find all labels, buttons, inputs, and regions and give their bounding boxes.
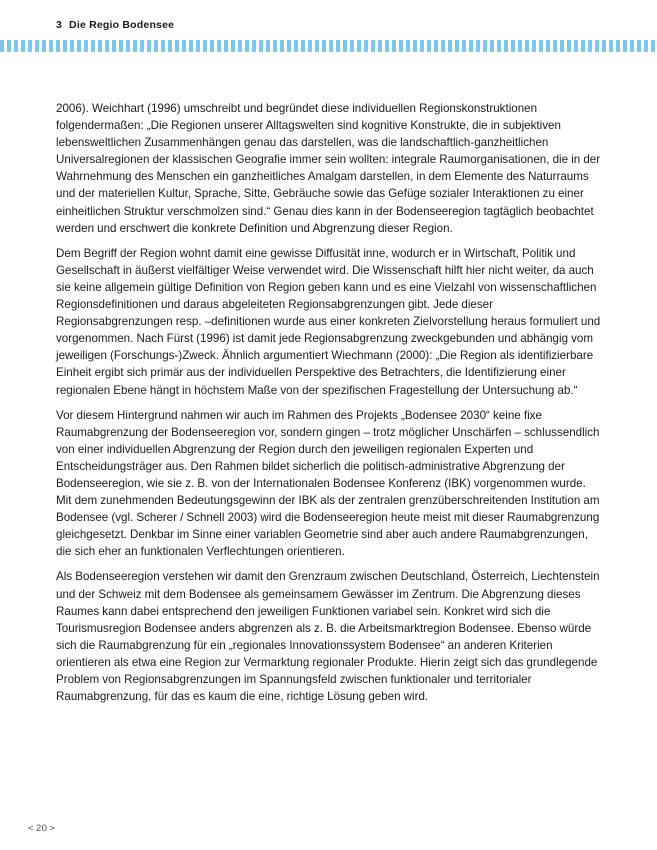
paragraph: Vor diesem Hintergrund nahmen wir auch im Rahmen des Projekts „Bodensee 2030“ keine fixe Raumabgrenzung der Bodenseeregion vor, sondern gingen – trotz möglicher Unschärfen – schlussendlich von einer individuellen Abgrenzung der Region durch den jeweiligen regionalen Experten und Entscheidungsträger aus. Den Rahmen bildet sicherlich die politisch-administrative Abgrenzung der Bodenseeregion, wie sie z. B. von der Internationalen Bodensee Konferenz (IBK) vorgenommen wurde. Mit dem zunehmenden Bedeutungsgewinn der IBK als der zentralen grenzüberschreitenden Institution am Bodensee (vgl. Scherer / Schnell 2003) wird die Bodenseeregion heute meist mit dieser Raumabgrenzung gleichgesetzt. Denkbar im Sinne einer variablen Geometrie sind aber auch andere Raumabgrenzungen, die sich eher an funktionalen Verflechtungen orientieren.	[56, 408, 600, 559]
dashed-blue-rule	[0, 40, 657, 52]
running-header	[56, 19, 174, 31]
folio-page-number: 20	[35, 823, 48, 834]
page-folio	[28, 823, 55, 834]
paragraph: Als Bodenseeregion verstehen wir damit den Grenzraum zwischen Deutschland, Österreich, Liechtenstein und der Schweiz mit dem Bodensee als gemeinsamem Gewässer im Zentrum. Die Abgrenzung dieses Raumes kann dabei entsprechend den jeweiligen Funktionen variabel sein. Konkret wird sich die Tourismusregion Bodensee anders abgrenzen als z. B. die Arbeitsmarktregion Bodensee. Ebenso würde sich die Raumabgrenzung für ein „regionales Innovationssystem Bodensee“ an anderen Kriterien orientieren als etwa eine Region zur Vermarktung regionaler Produkte. Hierin zeigt sich das grundlegende Problem von Regionsabgrenzungen im Spannungsfeld zwischen funktionaler und territorialer Raumabgrenzung, für das es kaum die eine, richtige Lösung geben wird.	[56, 570, 600, 704]
paragraph: 2006). Weichhart (1996) umschreibt und begründet diese individuellen Regionskonstruktionen folgendermaßen: „Die Regionen unserer Alltagswelten sind kognitive Konstrukte, die in subjektiven lebensweltlichen Zusammenhängen genau das darstellen, was die landschaftlich-ganzheitlichen Universalregionen der klassischen Geografie immer sein wollten: integrale Raumorganisationen, die in der Wahrnehmung des Menschen ein ganzheitliches Amalgam darstellen, in dem Elemente des Naturraums und der materiellen Kultur, Sprache, Sitte, Gebräuche sowie das Gefüge sozialer Interaktionen zu einer einheitlichen Struktur verschmolzen sind.“ Genau dies kann in der Bodenseeregion tagtäglich beobachtet werden und erschwert die konkrete Definition und Abgrenzung dieser Region.	[56, 102, 601, 235]
paragraph: Dem Begriff der Region wohnt damit eine gewisse Diffusität inne, wodurch er in Wirtschaft, Politik und Gesellschaft in äußerst vielfältiger Weise verwendet wird. Die Wissenschaft hilft hier nicht weiter, da auch sie keine allgemein gültige Definition von Region geben kann und es eine Vielzahl von wissenschaftlichen Regionsdefinitionen und daraus abgeleiteten Regionsabgrenzungen gibt. Jede dieser Regionsabgrenzungen resp. –definitionen wurde aus einer konkreten Zielvorstellung heraus formuliert und vorgenommen. Nach Fürst (1996) ist damit jede Regionsabgrenzung zweckgebunden und abhängig vom jeweiligen (Forschungs-)Zweck. Ähnlich argumentiert Wiechmann (2000): „Die Region als identifizierbare Einheit ergibt sich primär aus der individuellen Perspektive des Betrachters, die Identifizierung einer regionalen Ebene hängt in höchstem Maße von der spezifischen Fragestellung der Untersuchung ab.“	[56, 246, 601, 397]
chapter-number: 3	[56, 19, 63, 31]
chapter-title: Die Regio Bodensee	[69, 19, 175, 31]
folio-right-arrow-icon: >	[49, 823, 56, 834]
body-text-column	[56, 100, 604, 705]
folio-left-arrow-icon: <	[28, 823, 34, 834]
